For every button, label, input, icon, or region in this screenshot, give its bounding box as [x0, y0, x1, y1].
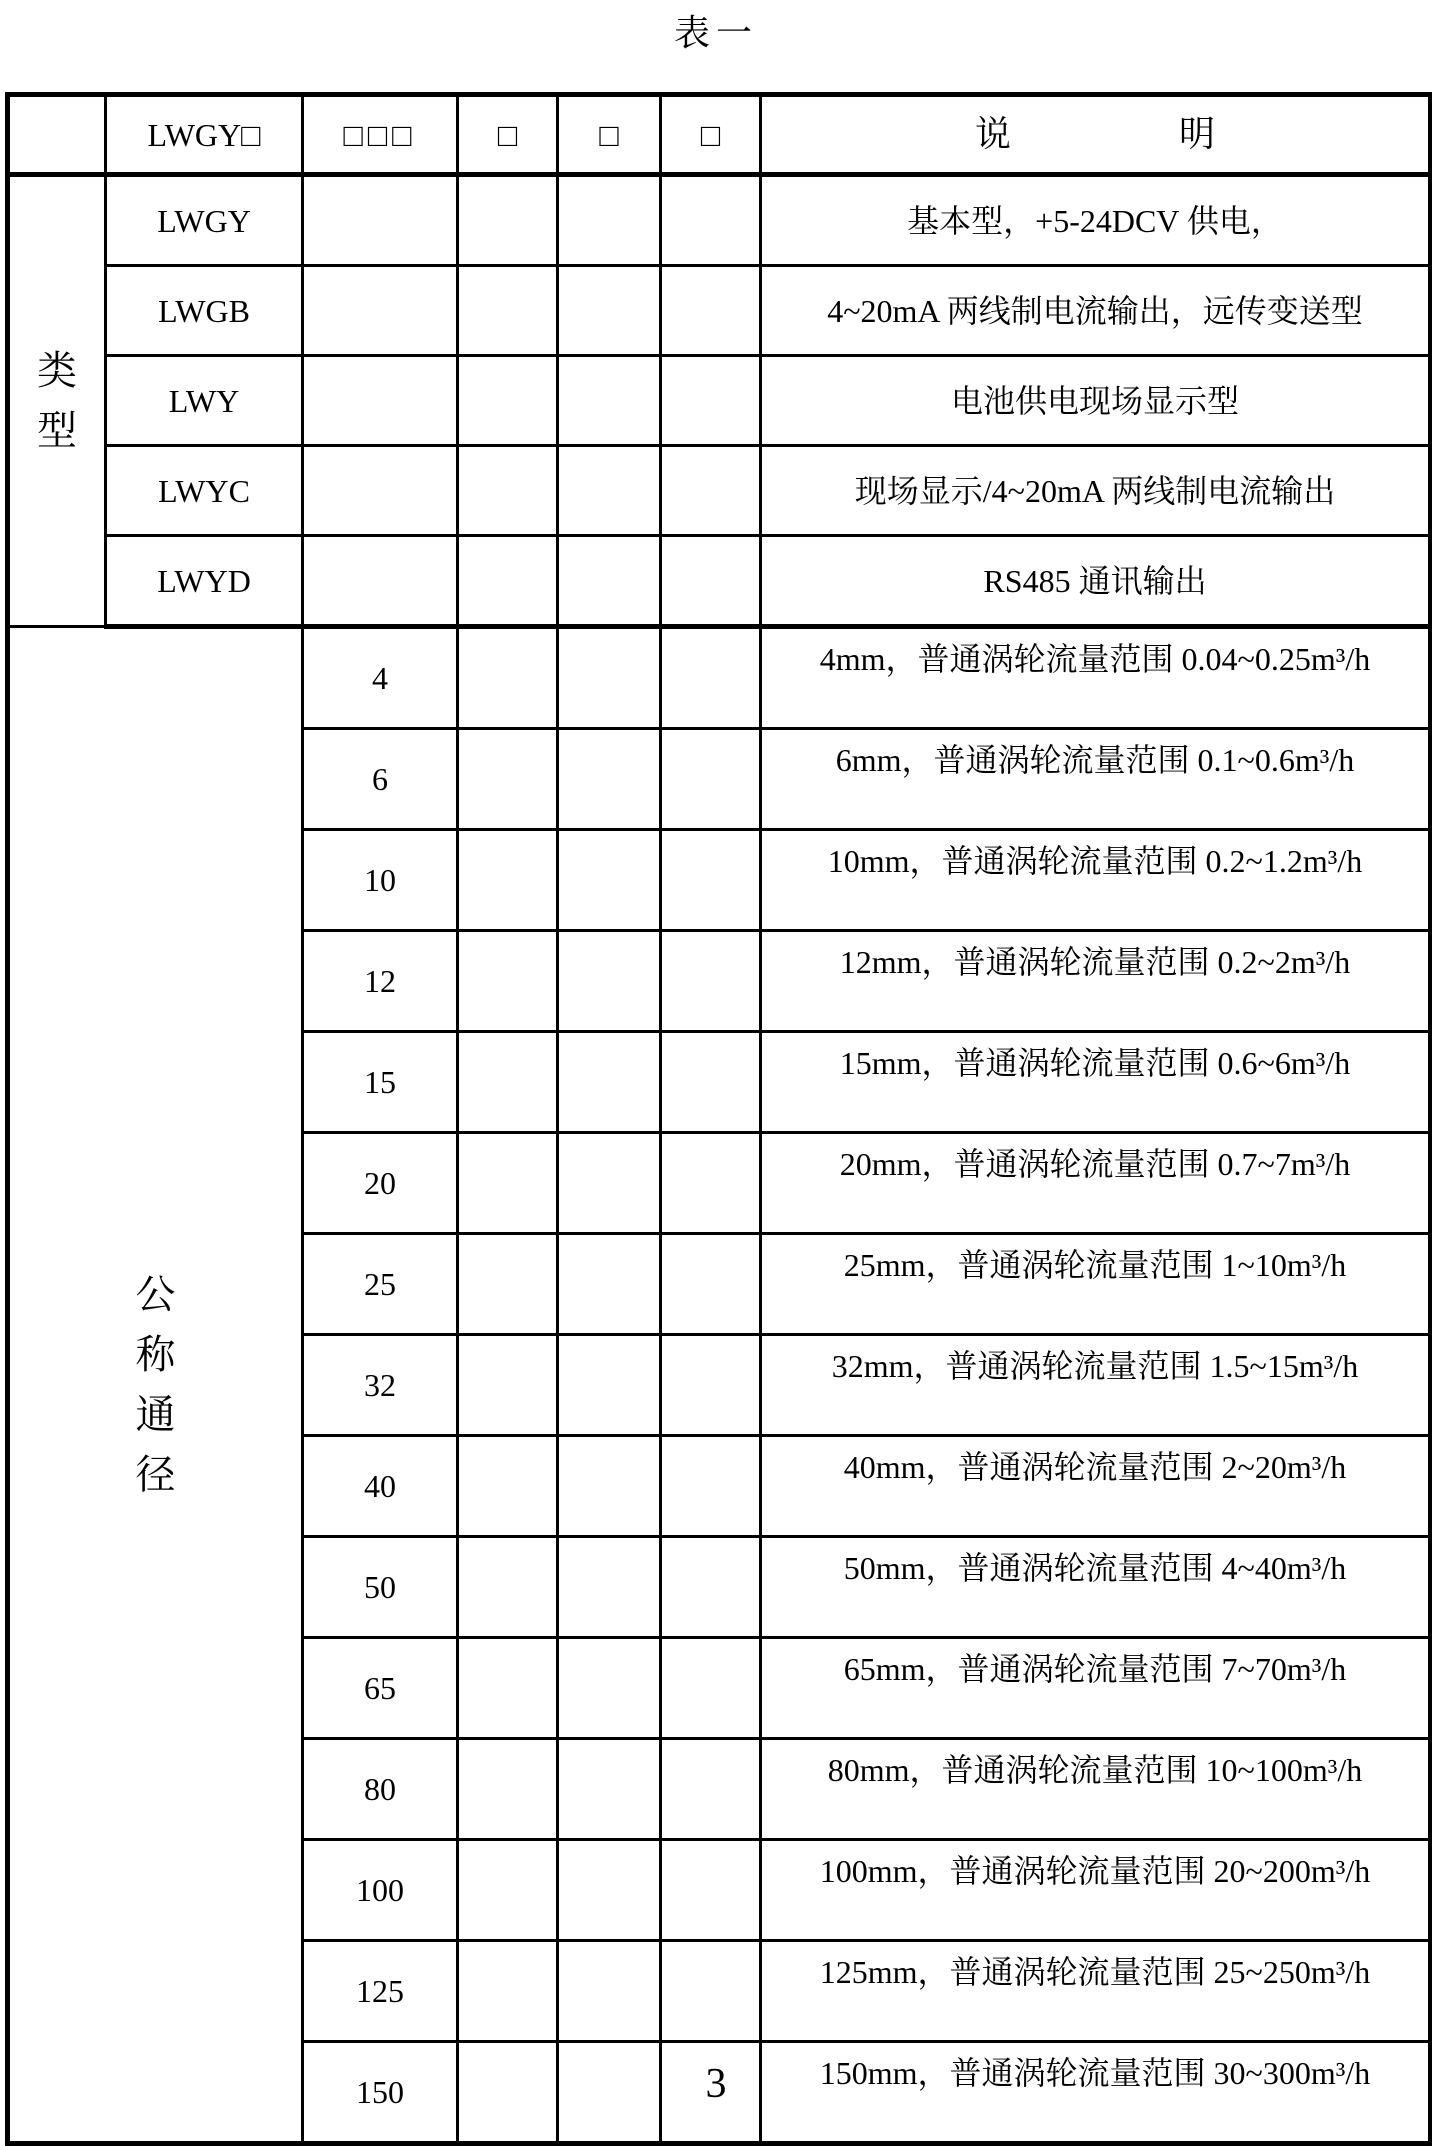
model-cell: LWGY	[106, 175, 303, 266]
size-cell: 40	[303, 1436, 458, 1537]
empty-cell	[558, 1941, 661, 2042]
type-section-label-cell	[8, 175, 106, 627]
empty-cell	[558, 1739, 661, 1840]
empty-cell	[661, 1234, 761, 1335]
desc-cell: 20mm，普通涡轮流量范围 0.7~7m³/h	[761, 1133, 1431, 1234]
empty-cell	[661, 1739, 761, 1840]
empty-cell	[661, 1133, 761, 1234]
empty-cell	[458, 1133, 558, 1234]
empty-cell	[458, 175, 558, 266]
empty-cell	[661, 1335, 761, 1436]
header-spec-cell	[761, 95, 1431, 175]
type-row-lwy	[8, 356, 1431, 446]
empty-cell	[661, 931, 761, 1032]
empty-cell	[558, 536, 661, 627]
desc-cell: 50mm，普通涡轮流量范围 4~40m³/h	[761, 1537, 1431, 1638]
spec-title-label: 说 明	[974, 114, 1216, 154]
desc-cell: 4mm，普通涡轮流量范围 0.04~0.25m³/h	[761, 627, 1431, 729]
empty-cell	[558, 446, 661, 536]
page-number: 3	[705, 2061, 727, 2107]
desc-cell: 电池供电现场显示型	[761, 356, 1431, 446]
empty-cell	[661, 175, 761, 266]
empty-cell	[303, 175, 458, 266]
size-cell: 12	[303, 931, 458, 1032]
desc-cell: 32mm，普通涡轮流量范围 1.5~15m³/h	[761, 1335, 1431, 1436]
empty-cell	[558, 1840, 661, 1941]
desc-cell: 15mm，普通涡轮流量范围 0.6~6m³/h	[761, 1032, 1431, 1133]
header-box-cell-2: □	[558, 95, 661, 175]
type-row-lwyc	[8, 446, 1431, 536]
desc-cell: 100mm，普通涡轮流量范围 20~200m³/h	[761, 1840, 1431, 1941]
empty-cell	[303, 266, 458, 356]
size-cell: 6	[303, 729, 458, 830]
type-section-label: 类 型	[37, 348, 77, 453]
header-model-code-cell: LWGY□	[106, 95, 303, 175]
empty-cell	[558, 356, 661, 446]
diameter-section-label-cell	[8, 627, 303, 2144]
empty-cell	[661, 446, 761, 536]
empty-cell	[458, 830, 558, 931]
empty-cell	[458, 446, 558, 536]
empty-cell	[458, 536, 558, 627]
size-cell: 50	[303, 1537, 458, 1638]
model-cell: LWGB	[106, 266, 303, 356]
empty-cell	[458, 931, 558, 1032]
empty-cell	[458, 1234, 558, 1335]
type-row-lwyd	[8, 536, 1431, 627]
empty-cell	[661, 1436, 761, 1537]
empty-cell	[558, 1436, 661, 1537]
empty-cell	[558, 830, 661, 931]
size-cell: 100	[303, 1840, 458, 1941]
size-cell: 20	[303, 1133, 458, 1234]
empty-cell	[558, 1133, 661, 1234]
size-cell: 25	[303, 1234, 458, 1335]
empty-cell	[458, 1840, 558, 1941]
empty-cell	[558, 1537, 661, 1638]
empty-cell	[458, 1436, 558, 1537]
desc-cell: 25mm，普通涡轮流量范围 1~10m³/h	[761, 1234, 1431, 1335]
size-cell: 15	[303, 1032, 458, 1133]
empty-cell	[661, 356, 761, 446]
desc-cell: 现场显示/4~20mA 两线制电流输出	[761, 446, 1431, 536]
type-row-lwgy	[8, 175, 1431, 266]
empty-cell	[558, 1335, 661, 1436]
empty-cell	[458, 1941, 558, 2042]
empty-cell	[558, 931, 661, 1032]
desc-cell: RS485 通讯输出	[761, 536, 1431, 627]
size-cell: 10	[303, 830, 458, 931]
desc-cell: 基本型，+5-24DCV 供电，	[761, 175, 1431, 266]
size-cell: 150	[303, 2042, 458, 2144]
header-box-cell-1: □	[458, 95, 558, 175]
header-row	[8, 95, 1431, 175]
empty-cell	[558, 1638, 661, 1739]
desc-cell: 6mm，普通涡轮流量范围 0.1~0.6m³/h	[761, 729, 1431, 830]
desc-cell: 10mm，普通涡轮流量范围 0.2~1.2m³/h	[761, 830, 1431, 931]
empty-cell	[558, 729, 661, 830]
model-cell: LWY	[106, 356, 303, 446]
header-box-cell-3: □	[661, 95, 761, 175]
diameter-row-4	[8, 627, 1431, 729]
desc-cell: 4~20mA 两线制电流输出，远传变送型	[761, 266, 1431, 356]
page-title: 表一	[673, 13, 758, 53]
empty-cell	[558, 266, 661, 356]
empty-cell	[458, 266, 558, 356]
empty-cell	[558, 1032, 661, 1133]
empty-cell	[558, 1234, 661, 1335]
empty-cell	[458, 1638, 558, 1739]
desc-cell: 80mm，普通涡轮流量范围 10~100m³/h	[761, 1739, 1431, 1840]
desc-cell: 12mm，普通涡轮流量范围 0.2~2m³/h	[761, 931, 1431, 1032]
size-cell: 80	[303, 1739, 458, 1840]
empty-cell	[661, 1032, 761, 1133]
model-cell: LWYC	[106, 446, 303, 536]
model-cell: LWYD	[106, 536, 303, 627]
empty-cell	[458, 729, 558, 830]
header-digit-boxes-cell: □□□	[303, 95, 458, 175]
size-cell: 4	[303, 627, 458, 729]
empty-cell	[458, 1032, 558, 1133]
empty-cell	[458, 627, 558, 729]
desc-cell: 65mm，普通涡轮流量范围 7~70m³/h	[761, 1638, 1431, 1739]
size-cell: 125	[303, 1941, 458, 2042]
empty-cell	[303, 446, 458, 536]
empty-cell	[458, 1335, 558, 1436]
empty-cell	[661, 1537, 761, 1638]
empty-cell	[303, 536, 458, 627]
size-cell: 32	[303, 1335, 458, 1436]
empty-cell	[661, 1840, 761, 1941]
empty-cell	[303, 356, 458, 446]
empty-cell	[661, 536, 761, 627]
desc-cell: 125mm，普通涡轮流量范围 25~250m³/h	[761, 1941, 1431, 2042]
size-cell: 65	[303, 1638, 458, 1739]
empty-cell	[661, 266, 761, 356]
empty-cell	[661, 627, 761, 729]
empty-cell	[661, 1638, 761, 1739]
desc-cell: 150mm，普通涡轮流量范围 30~300m³/h	[761, 2042, 1431, 2144]
type-row-lwgb	[8, 266, 1431, 356]
header-corner-cell	[8, 95, 106, 175]
desc-cell: 40mm，普通涡轮流量范围 2~20m³/h	[761, 1436, 1431, 1537]
empty-cell	[458, 1537, 558, 1638]
empty-cell	[458, 1739, 558, 1840]
empty-cell	[558, 627, 661, 729]
empty-cell	[558, 175, 661, 266]
empty-cell	[661, 729, 761, 830]
diameter-section-label: 公 称 通 径	[135, 1272, 176, 1497]
empty-cell	[458, 356, 558, 446]
empty-cell	[661, 830, 761, 931]
model-selection-table	[5, 92, 1432, 2146]
empty-cell	[661, 1941, 761, 2042]
